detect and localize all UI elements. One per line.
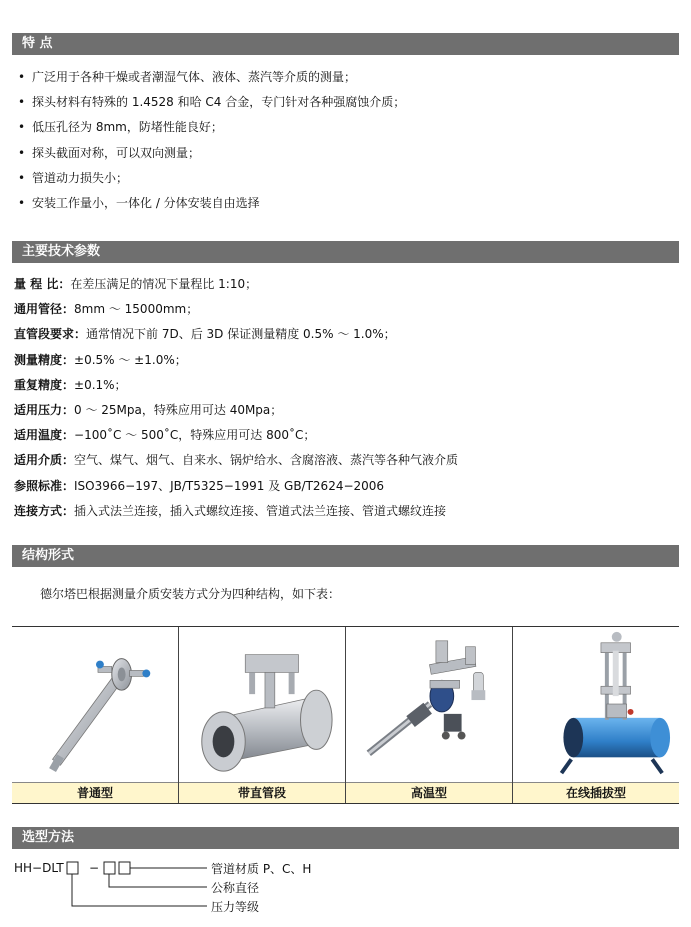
- type-caption: 带直管段: [179, 782, 345, 803]
- section-features-header: 特 点: [12, 33, 679, 55]
- spec-row: 适用压力：0 ～ 25Mpa，特殊应用可达 40Mpa；: [14, 402, 283, 417]
- list-item: • 安装工作量小，一体化 / 分体安装自由选择: [18, 195, 260, 210]
- list-item: • 探头截面对称，可以双向测量；: [18, 145, 201, 160]
- features-list: [18, 66, 405, 217]
- structure-type-online-hot-tap: [513, 627, 679, 803]
- list-item: • 探头材料有特殊的 1.4528 和哈 C4 合金，专门针对各种强腐蚀介质；: [18, 95, 406, 110]
- label-pressure-rating: 压力等级: [211, 900, 260, 914]
- specs-list: [14, 273, 458, 525]
- structure-type-high-temp: [346, 627, 513, 803]
- spec-row: 重复精度：±0.1%；: [14, 377, 127, 392]
- type-caption: 高温型: [346, 782, 512, 803]
- type-caption: 在线插拔型: [513, 782, 679, 803]
- spec-row: 测量精度：±0.5% ～ ±1.0%；: [14, 352, 187, 367]
- structure-intro: 德尔塔巴根据测量介质安装方式分为四种结构，如下表：: [40, 587, 341, 601]
- high-temp-type-image: [346, 627, 512, 782]
- straight-pipe-type-image: [179, 627, 345, 782]
- type-caption: 普通型: [12, 782, 178, 803]
- label-pipe-material: 管道材质 P、C、H: [211, 862, 312, 876]
- list-item: • 低压孔径为 8mm，防堵性能良好；: [18, 120, 223, 135]
- spec-row: 参照标准：ISO3966−197、JB/T5325−1991 及 GB/T2624−2006: [14, 478, 385, 493]
- online-hot-tap-type-image: [513, 627, 679, 782]
- spec-row: 通用管径：8mm ～ 15000mm；: [14, 302, 199, 317]
- spec-row: 量 程 比：在差压满足的情况下量程比 1:10；: [14, 277, 258, 291]
- model-code-dash: −: [89, 861, 100, 875]
- model-code-prefix: HH−DLT: [14, 861, 64, 875]
- ordinary-type-image: [12, 627, 178, 782]
- structure-table: [12, 626, 679, 804]
- section-structure-header: 结构形式: [12, 545, 679, 567]
- list-item: • 广泛用于各种干燥或者潮湿气体、液体、蒸汽等介质的测量；: [18, 70, 357, 84]
- section-selection-header: 选型方法: [12, 827, 679, 849]
- section-specs-header: 主要技术参数: [12, 241, 679, 263]
- label-nominal-diameter: 公称直径: [211, 881, 260, 895]
- structure-type-straight-pipe: [179, 627, 346, 803]
- structure-type-ordinary: [12, 627, 179, 803]
- spec-row: 连接方式：插入式法兰连接，插入式螺纹连接、管道式法兰连接、管道式螺纹连接: [14, 503, 447, 518]
- model-code-diagram: [14, 851, 414, 921]
- spec-row: 适用温度：−100˚C ～ 500˚C，特殊应用可达 800˚C；: [14, 428, 316, 443]
- spec-row: 直管段要求：通常情况下前 7D、后 3D 保证测量精度 0.5% ～ 1.0%；: [14, 327, 396, 342]
- list-item: • 管道动力损失小；: [18, 170, 129, 185]
- spec-row: 适用介质：空气、煤气、烟气、自来水、锅炉给水、含腐溶液、蒸汽等各种气液介质: [14, 453, 459, 468]
